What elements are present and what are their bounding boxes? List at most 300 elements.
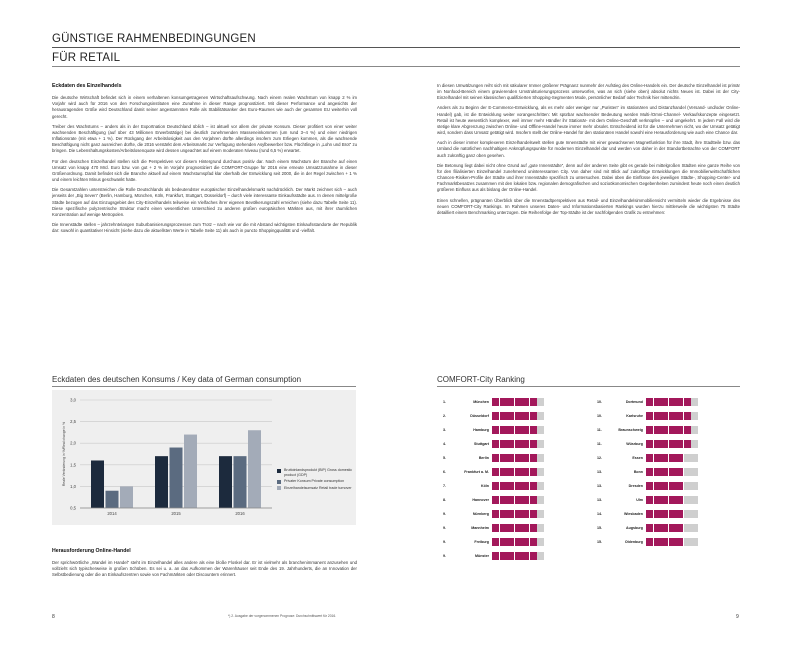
- rating-block: [537, 412, 544, 420]
- rank-number: 15.: [597, 540, 602, 544]
- rating-block: [515, 538, 522, 546]
- rating-block: [522, 398, 529, 406]
- rating-block: [515, 468, 522, 476]
- rating-block: [676, 496, 683, 504]
- rating-block: [530, 524, 537, 532]
- rating-block: [691, 440, 698, 448]
- rating-block: [676, 398, 683, 406]
- rating-block: [492, 398, 499, 406]
- rating-block: [530, 538, 537, 546]
- rank-rating: [492, 496, 545, 504]
- rating-block: [492, 440, 499, 448]
- rank-number: 8.: [443, 498, 446, 502]
- legend-swatch: [277, 480, 281, 484]
- rating-block: [669, 412, 676, 420]
- legend-label: Bruttoinlandsprodukt (BIP) Gross domestic product (GDP): [284, 468, 353, 477]
- chart-area: [52, 390, 356, 525]
- rating-block: [661, 454, 668, 462]
- ranking-row: [443, 484, 583, 494]
- legend-swatch: [277, 469, 281, 473]
- rating-block: [492, 412, 499, 420]
- rank-city: Oldenburg: [624, 540, 643, 544]
- ranking-row: [597, 442, 737, 452]
- rank-rating: [492, 482, 545, 490]
- rank-city: Braunschweig: [618, 428, 643, 432]
- y-tick-label: 0,5: [70, 505, 76, 511]
- rating-block: [661, 468, 668, 476]
- rank-rating: [646, 440, 699, 448]
- rating-block: [500, 468, 507, 476]
- rating-block: [684, 468, 691, 476]
- rank-city: Dortmund: [625, 400, 643, 404]
- rank-rating: [492, 468, 545, 476]
- rank-rating: [492, 454, 545, 462]
- rating-block: [500, 552, 507, 560]
- rank-city: Essen: [632, 456, 643, 460]
- rating-block: [691, 454, 698, 462]
- rank-city: München: [473, 400, 489, 404]
- rating-block: [684, 510, 691, 518]
- rating-block: [654, 524, 661, 532]
- rank-city: Freiburg: [474, 540, 489, 544]
- rank-number: 5.: [443, 456, 446, 460]
- rating-block: [522, 538, 529, 546]
- rating-block: [676, 440, 683, 448]
- rank-number: 4.: [443, 442, 446, 446]
- rating-block: [676, 482, 683, 490]
- ranking-row: [597, 540, 737, 550]
- rating-block: [492, 468, 499, 476]
- rank-number: 11.: [597, 428, 602, 432]
- rank-number: 2.: [443, 414, 446, 418]
- ranking-row: [443, 456, 583, 466]
- rating-block: [669, 524, 676, 532]
- rating-block: [492, 538, 499, 546]
- rating-block: [654, 482, 661, 490]
- rank-city: Wiesbaden: [624, 512, 643, 516]
- rating-block: [684, 496, 691, 504]
- ranking-row: [597, 414, 737, 424]
- rank-number: 10.: [597, 414, 602, 418]
- bar: [120, 486, 133, 508]
- rating-block: [654, 496, 661, 504]
- legend-item: [277, 479, 353, 484]
- rating-block: [646, 412, 653, 420]
- rating-block: [661, 412, 668, 420]
- rank-city: Karlsruhe: [626, 414, 643, 418]
- rank-rating: [646, 468, 699, 476]
- rating-block: [522, 496, 529, 504]
- rank-city: Hannover: [472, 498, 489, 502]
- paragraph: Für den deutschen Einzelhandel stellen sich die Perspektiven vor diesem Hintergrund durchaus positiv dar. Nach einem Wachstum der Branche auf einen Umsatz von knapp 470 Mrd. Euro bzw. von gut + 2 % im Vorjahr prognostiziert die COMFORT-Gruppe für 2016 eine erneute Umsatzzunahme in dieser Größenordnung. Damit befindet sich die Branche aktuell auf einem Wachstumspfad klar oberhalb der Entwicklung seit 2000, die in der Regel zwischen + 1 % und einem leichten Minus geschwankt hatte.: [52, 158, 357, 183]
- chart-legend: [277, 468, 353, 492]
- rank-rating: [646, 524, 699, 532]
- rank-city: Stuttgart: [474, 442, 489, 446]
- rating-block: [507, 440, 514, 448]
- left-bottom-text: [52, 548, 357, 583]
- rank-rating: [492, 426, 545, 434]
- rating-block: [691, 468, 698, 476]
- bar: [91, 460, 104, 508]
- section-heading-online: Herausforderung Online-Handel: [52, 548, 131, 554]
- rating-block: [661, 538, 668, 546]
- rating-block: [646, 454, 653, 462]
- ranking-row: [443, 554, 583, 564]
- bar: [248, 430, 261, 508]
- rank-rating: [492, 440, 545, 448]
- rank-number: 1.: [443, 400, 446, 404]
- rating-block: [684, 454, 691, 462]
- legend-item: [277, 468, 353, 477]
- rating-block: [661, 398, 668, 406]
- rank-rating: [646, 496, 699, 504]
- rating-block: [530, 510, 537, 518]
- rank-city: Düsseldorf: [470, 414, 489, 418]
- rating-block: [654, 440, 661, 448]
- rating-block: [515, 440, 522, 448]
- rank-rating: [646, 510, 699, 518]
- legend-swatch: [277, 486, 281, 490]
- rank-rating: [646, 398, 699, 406]
- rating-block: [492, 454, 499, 462]
- rating-block: [500, 510, 507, 518]
- rating-block: [500, 412, 507, 420]
- rating-block: [691, 538, 698, 546]
- paragraph: Die deutsche Wirtschaft befindet sich in einem verhaltenen konsumgetragenen Wirtschaftsaufschwung. Nach einem realen Wachstum von knapp 2 % im Vorjahr wird auch für 2016 von den Forschungsinstituten eine Zunahme in dieser Range prognostiziert. Mit dieser Performance und angesichts der herausragenden Größe wird Deutschland damit seiner angestammten Rolle als Stabilitätsanker des Euro-Raumes wie auch der gesamten EU weiterhin voll gerecht.: [52, 95, 357, 119]
- paragraph: Die Betonung liegt dabei nicht ohne Grund auf „gute Innenstädte“, denn auf der anderen Seite gibt es gerade bei mittelgroßen Städten eine ganze Reihe von für den filialisierten Einzelhandel zunehmend uninteressanten City. Von daher sind mit Blick auf zukünftige Entwicklungen die Immobilienwirtschaftlichen Chancen-Risiken-Profile der Städte und ihrer Innenstädte spezifisch zu untersuchen. Dabei üben die Einflüsse des jeweiligen Städte-, Shopping-Center- und Fachmarktbesatzes zusammen mit den lokalen bzw. regionalen demografischen und sozioökonomischen Gegebenheiten zumindest heute noch einen deutlich größeren Einfluss aus als bislang der Online-Handel.: [437, 162, 740, 193]
- rating-block: [646, 538, 653, 546]
- rating-block: [654, 398, 661, 406]
- rank-rating: [492, 412, 545, 420]
- rating-block: [669, 468, 676, 476]
- rating-block: [515, 524, 522, 532]
- rating-block: [530, 454, 537, 462]
- rating-block: [507, 398, 514, 406]
- rating-block: [537, 398, 544, 406]
- rating-block: [676, 538, 683, 546]
- rating-block: [515, 398, 522, 406]
- rating-block: [691, 412, 698, 420]
- ranking-row: [443, 442, 583, 452]
- rating-block: [684, 524, 691, 532]
- rating-block: [507, 482, 514, 490]
- section-heading-eckdaten: Eckdaten des Einzelhandels: [52, 83, 122, 89]
- paragraph: Der sprichwörtliche „Wandel im Handel“ steht im Einzelhandel alles andere als eine bloße Floskel dar. Er ist vielmehr als branchenimmanent anzusehen und vollzieht sich typischerweise in großen Schüben. Es sei u. a. an das Aufkommen der Warenhäuser seit Ende des 19. Jahrhunderts, die an Innovation der Selbstbedienung oder die an Einkaufszentren sowie von Fachmärkten oder Discountern erinnert.: [52, 560, 357, 578]
- rating-block: [669, 482, 676, 490]
- y-tick-label: 2,0: [70, 440, 76, 446]
- rating-block: [684, 398, 691, 406]
- rating-block: [654, 454, 661, 462]
- rating-block: [515, 426, 522, 434]
- ranking-row: [443, 498, 583, 508]
- rating-block: [676, 426, 683, 434]
- page-title-line2: FÜR RETAIL: [52, 52, 121, 64]
- rank-number: 14.: [597, 512, 602, 516]
- bar: [170, 448, 183, 508]
- rating-block: [669, 538, 676, 546]
- rating-block: [522, 524, 529, 532]
- paragraph: Treiber des Wachstums – anders als in der Exportnation Deutschland üblich – ist aktuell vor allem der private Konsum. Dieser profitiert von einer weiter wachsenden Beschäftigung (auf über 43 Millionen Erwerbstätige) bei deutlich zunehmenden Masseneinkommen (um rund 3–4 %) und einer niedrigen Inflationsrate (mit etwa + 1 %). Der Rückgang der Arbeitslosigkeit aus den Vorjahren dürfte allerdings insofern zum Erliegen kommen, als die wachsende Beschäftigung nicht ganz ausreichen dürfte, die 2016 verstärkt dem Arbeitsmarkt zur Verfügung stehenden Asylbewerber bzw. Flüchtlinge in „Lohn und Brot“ zu bringen. Die Lebenshaltungskosten/Arbeitslosenquote wird dessen ungeachtet auf einem moderaten Niveau (rund 6,5 %) erwartet.: [52, 123, 357, 154]
- rating-block: [691, 426, 698, 434]
- paragraph: Die Gesamtzahlen unterstreichen die Rolle Deutschlands als bedeutendster europäischer Einzelhandelsmarkt nachdrücklich. Der Markt zeichnet sich – auch jenseits der „Big Seven“ (Berlin, Hamburg, München, Köln, Frankfurt, Stuttgart, Düsseldorf) – durch viele interessante Einkaufsstädte aus. In denen mittelgroße Städte bezogen auf das Einzugsgebiet des City-Einzelhandels teilweise ein Vielfaches ihrer eigenen Bevölkerungszahl erreichen (siehe dazu Tabelle Seite 11). Diese spezifische polyzentrische Struktur macht einen wesentlichen Unterschied zu anderen großen europäischen Märkten aus, mit ihrer räumlichen Konzentration auf wenige Metropolen.: [52, 187, 357, 217]
- rating-block: [507, 412, 514, 420]
- rating-block: [646, 468, 653, 476]
- paragraph: Anders als zu Beginn der E-Commerce-Entwicklung, als es mehr oder weniger nur „Puristen“ im stationären und Distanzhandel (Versand- und/oder Online-Handel) gab, ist die Entwicklung weiter vorangeschritten: Mit spürbar wachsender Bedeutung werden Multi-/Omni-Channel- Verkaufskonzepte eingesetzt. Retail ist heute wesentlich komplexer, weil immer mehr Händler ihr Stationär- mit dem Online-Geschäft verknüpfen – und umgekehrt. In jedem Fall wird die stetige klare Abgrenzung zwischen Online- und Offline-Handel heute immer mehr obsolet. Entscheidend ist für die Unternehmen nicht, wo der Umsatz getätigt wird, sondern dass Umsatz getätigt wird. Insofern stellt der Online-Handel für den stationären Handel sowohl eine Herausforderung wie auch eine Chance dar.: [437, 105, 740, 136]
- rating-block: [646, 440, 653, 448]
- rating-block: [537, 454, 544, 462]
- rating-block: [522, 412, 529, 420]
- y-tick-label: 1,5: [70, 462, 76, 468]
- rating-block: [661, 482, 668, 490]
- rating-block: [507, 538, 514, 546]
- rank-number: 3.: [443, 428, 446, 432]
- rating-block: [691, 496, 698, 504]
- x-tick-label: 2014: [107, 511, 117, 516]
- rating-block: [537, 468, 544, 476]
- ranking-row: [597, 526, 737, 536]
- rating-block: [669, 398, 676, 406]
- rating-block: [691, 524, 698, 532]
- rank-rating: [492, 552, 545, 560]
- rating-block: [522, 482, 529, 490]
- chart-title-rule: [52, 386, 356, 387]
- rating-block: [537, 552, 544, 560]
- rating-block: [661, 496, 668, 504]
- rating-block: [684, 440, 691, 448]
- rating-block: [492, 552, 499, 560]
- rating-block: [537, 426, 544, 434]
- rank-number: 9.: [443, 540, 446, 544]
- rating-block: [500, 482, 507, 490]
- paragraph: Auch in dieser immer komplexeren Einzelhandelswelt stellen gute Innenstädte mit einer gewachsenen Magnetfunktion für ihre Stadt, ihre Stadtteile bzw. das Umland die natürlichen nachhaltigen Anknüpfungspunkte für modernen Einzelhandel dar und werden von daher in der Standortbetrachte von der COMFORT auch zukünftig ganz oben gesehen.: [437, 140, 740, 158]
- page-number-left: 8: [52, 614, 55, 620]
- y-tick-label: 1,0: [70, 483, 76, 489]
- rating-block: [661, 440, 668, 448]
- rating-block: [537, 496, 544, 504]
- rating-block: [507, 524, 514, 532]
- rank-number: 13.: [597, 470, 602, 474]
- rating-block: [522, 454, 529, 462]
- chart-title: Eckdaten des deutschen Konsums / Key data of German consumption: [52, 375, 302, 384]
- rating-block: [646, 496, 653, 504]
- rank-rating: [646, 482, 699, 490]
- rating-block: [492, 524, 499, 532]
- rating-block: [691, 510, 698, 518]
- ranking-row: [597, 512, 737, 522]
- ranking-row: [597, 428, 737, 438]
- rating-block: [654, 510, 661, 518]
- ranking-title: COMFORT-City Ranking: [437, 375, 525, 384]
- rating-block: [507, 510, 514, 518]
- rating-block: [676, 454, 683, 462]
- rating-block: [530, 496, 537, 504]
- rank-number: 13.: [597, 498, 602, 502]
- rank-city: Nürnberg: [472, 512, 489, 516]
- rating-block: [507, 468, 514, 476]
- rating-block: [500, 524, 507, 532]
- y-axis-label: Reale Veränderung in %/Real change in %: [62, 421, 66, 487]
- rating-block: [691, 398, 698, 406]
- rating-block: [537, 440, 544, 448]
- bar: [219, 456, 232, 508]
- ranking-row: [443, 526, 583, 536]
- bar: [155, 456, 168, 508]
- ranking-row: [597, 470, 737, 480]
- rating-block: [500, 440, 507, 448]
- rating-block: [500, 398, 507, 406]
- legend-label: Einzelhandelsumsatz Retail trade turnover: [284, 485, 352, 490]
- bar: [234, 456, 247, 508]
- rating-block: [676, 510, 683, 518]
- rating-block: [500, 538, 507, 546]
- rating-block: [537, 482, 544, 490]
- rating-block: [500, 454, 507, 462]
- right-text-column: [437, 83, 740, 220]
- rating-block: [530, 398, 537, 406]
- rating-block: [669, 440, 676, 448]
- rank-number: 9.: [443, 526, 446, 530]
- ranking-row: [443, 414, 583, 424]
- rating-block: [507, 426, 514, 434]
- bar: [184, 435, 197, 508]
- ranking-title-rule: [437, 386, 740, 387]
- rating-block: [691, 482, 698, 490]
- left-text-column: [52, 83, 357, 238]
- paragraph: Einen schnellen, prägnanten Überblick über die Innenstadtperspektiven aus Retail- und Einzelhandelsimmobiliensicht vermitteln wieder die Ergebnisse des neuen COMFORT-City Rankings. Im Rahmen unseres Daten- und Informationsbasierten Rankings wurden hierzu mittlerweile die wichtigsten 75 Städte detailliert einem Benchmarking unterzogen. Die Reihenfolge der Top-Städte ist der nachfolgenden Grafik zu entnehmen:: [437, 197, 740, 215]
- rating-block: [530, 412, 537, 420]
- rating-block: [492, 482, 499, 490]
- rating-block: [515, 482, 522, 490]
- rank-rating: [492, 510, 545, 518]
- rating-block: [537, 538, 544, 546]
- rating-block: [515, 496, 522, 504]
- rating-block: [684, 412, 691, 420]
- rank-rating: [492, 398, 545, 406]
- ranking-row: [597, 400, 737, 410]
- rank-rating: [492, 538, 545, 546]
- rating-block: [654, 468, 661, 476]
- rank-rating: [646, 412, 699, 420]
- ranking-row: [597, 498, 737, 508]
- rank-city: Augsburg: [626, 526, 643, 530]
- rating-block: [684, 482, 691, 490]
- rating-block: [669, 510, 676, 518]
- rating-block: [661, 510, 668, 518]
- legend-label: Privater Konsum Private consumption: [284, 479, 345, 484]
- bar: [106, 491, 119, 508]
- rank-city: Mannheim: [471, 526, 489, 530]
- rating-block: [684, 538, 691, 546]
- header-rule-bottom: [52, 66, 740, 67]
- rank-city: Ulm: [636, 498, 643, 502]
- rating-block: [654, 412, 661, 420]
- page-title-line1: GÜNSTIGE RAHMENBEDINGUNGEN: [52, 33, 256, 45]
- ranking-row: [443, 428, 583, 438]
- rating-block: [507, 454, 514, 462]
- rating-block: [530, 440, 537, 448]
- rank-number: 9.: [443, 554, 446, 558]
- ranking-row: [443, 540, 583, 550]
- rating-block: [515, 552, 522, 560]
- rank-rating: [492, 524, 545, 532]
- rating-block: [530, 426, 537, 434]
- ranking-row: [443, 512, 583, 522]
- rank-number: 10.: [597, 400, 602, 404]
- rank-city: Berlin: [478, 456, 489, 460]
- rating-block: [515, 510, 522, 518]
- y-tick-label: 3,0: [70, 397, 76, 403]
- rating-block: [515, 454, 522, 462]
- rating-block: [684, 426, 691, 434]
- footnote: *) 2. Ausgabe der vorgenommenen Prognose: Durchschnittswert für 2016.: [228, 614, 337, 618]
- rating-block: [654, 538, 661, 546]
- rank-rating: [646, 426, 699, 434]
- ranking-row: [443, 400, 583, 410]
- rank-city: Frankfurt a. M.: [464, 470, 489, 474]
- rating-block: [522, 552, 529, 560]
- ranking-row: [443, 470, 583, 480]
- paragraph: Die Innenstädte stellen – jahrzehntelangen Suburbanisierungsprozessen zum Trotz – nach wie vor die mit Abstand wichtigsten Einkaufsstandorte der Republik dar: sowohl in quantitativer Hinsicht (siehe dazu die aktuellsten Werte in Tabelle Seite 11) als auch in puncto Shoppingqualität und -vielfalt.: [52, 221, 357, 234]
- rating-block: [522, 510, 529, 518]
- rating-block: [530, 468, 537, 476]
- rating-block: [507, 496, 514, 504]
- rating-block: [492, 426, 499, 434]
- consumption-bar-chart: [52, 390, 356, 525]
- ranking-row: [597, 456, 737, 466]
- legend-item: [277, 486, 353, 491]
- rating-block: [661, 524, 668, 532]
- rating-block: [646, 510, 653, 518]
- rank-number: 15.: [597, 526, 602, 530]
- rating-block: [522, 440, 529, 448]
- rating-block: [669, 454, 676, 462]
- rating-block: [492, 510, 499, 518]
- rank-rating: [646, 454, 699, 462]
- rank-number: 13.: [597, 484, 602, 488]
- rating-block: [661, 426, 668, 434]
- x-tick-label: 2016: [235, 511, 245, 516]
- rating-block: [537, 510, 544, 518]
- rating-block: [676, 412, 683, 420]
- page-number-right: 9: [736, 614, 739, 620]
- header-rule-top: [52, 47, 740, 48]
- rating-block: [669, 426, 676, 434]
- rating-block: [646, 482, 653, 490]
- rating-block: [646, 398, 653, 406]
- rank-city: Köln: [481, 484, 489, 488]
- rating-block: [669, 496, 676, 504]
- rating-block: [646, 524, 653, 532]
- rank-city: Bonn: [633, 470, 643, 474]
- rating-block: [530, 482, 537, 490]
- rating-block: [492, 496, 499, 504]
- x-tick-label: 2015: [171, 511, 181, 516]
- rating-block: [646, 426, 653, 434]
- rank-city: Dresden: [628, 484, 643, 488]
- rank-city: Hamburg: [473, 428, 489, 432]
- rating-block: [537, 524, 544, 532]
- rank-city: Würzburg: [626, 442, 643, 446]
- rank-number: 11.: [597, 442, 602, 446]
- rating-block: [654, 426, 661, 434]
- ranking-row: [597, 484, 737, 494]
- rank-number: 9.: [443, 512, 446, 516]
- ranking-list: [437, 392, 740, 577]
- y-tick-label: 2,5: [70, 419, 76, 425]
- rating-block: [522, 426, 529, 434]
- rating-block: [676, 524, 683, 532]
- rating-block: [530, 552, 537, 560]
